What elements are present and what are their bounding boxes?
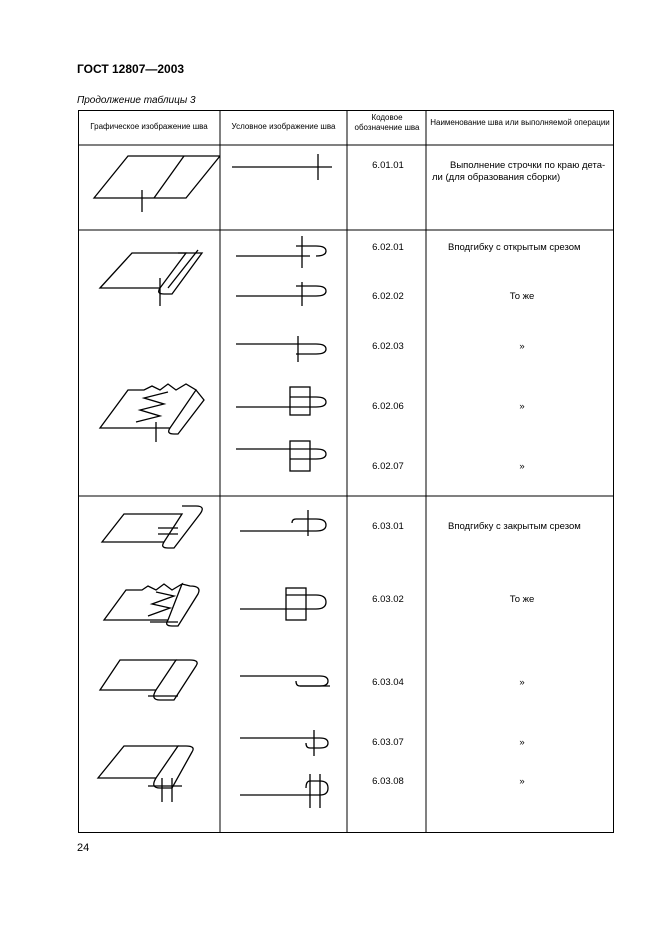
seam-name: » [519,677,525,688]
seam-name: Выполнение строчки по краю дета-ли (для образования сборки) [432,160,606,183]
seam-code: 6.02.07 [372,461,404,472]
seam-code: 6.03.02 [372,594,404,605]
seam-symbol-6.02.01 [236,236,326,268]
seam-code: 6.03.07 [372,737,404,748]
seam-symbol-6.03.04 [240,676,330,686]
page-number: 24 [77,842,90,854]
document-title: ГОСТ 12807—2003 [77,62,185,76]
seam-symbol-6.02.07 [236,441,326,471]
seam-name: Вподгибку с закрытым срезом [448,521,581,532]
seam-name: » [519,776,525,787]
seam-symbol-6.03.01 [240,510,326,536]
seam-graphic-flat [94,156,220,212]
seam-name: Вподгибку с открытым срезом [448,242,581,253]
table-caption: Продолжение таблицы 3 [77,95,196,106]
seam-code: 6.02.03 [372,341,404,352]
seam-name: То же [509,291,535,302]
seam-name: » [519,737,525,748]
seam-code: 6.02.06 [372,401,404,412]
seam-name: То же [509,594,535,605]
seam-symbol-6.03.02 [240,588,326,620]
seam-graphic-hem-closed-zigzag [104,584,199,626]
seam-name: » [519,461,525,472]
seam-graphic-hem-closed [102,506,202,548]
seam-code: 6.02.01 [372,242,404,253]
seam-graphic-hem-zigzag [100,384,204,442]
seam-symbol-6.02.06 [236,387,326,415]
seam-symbol-6.03.08 [240,774,328,808]
seam-symbols-column [220,110,347,833]
header-symbol: Условное изображение шва [231,122,336,131]
seam-code: 6.03.08 [372,776,404,787]
seam-code: 6.03.01 [372,521,404,532]
seam-symbol-6.02.02 [236,282,326,306]
seam-symbol-6.02.03 [236,336,326,362]
seam-graphics-column [78,110,220,833]
seam-symbol-6.01.01 [232,154,332,180]
seam-graphic-hem-closed-double [98,746,193,802]
seam-graphic-hem-open [100,250,202,306]
header-graphic: Графическое изображение шва [90,122,208,131]
seam-name: » [519,401,525,412]
seam-name: » [519,341,525,352]
seam-code: 6.01.01 [372,160,404,171]
seam-graphic-hem-closed-stitched [100,660,197,700]
header-code: Кодовое обозначение шва [354,113,420,132]
seam-symbol-6.03.07 [240,730,328,756]
seam-code: 6.02.02 [372,291,404,302]
header-name: Наименование шва или выполняемой операции [430,118,610,127]
seam-code: 6.03.04 [372,677,404,688]
